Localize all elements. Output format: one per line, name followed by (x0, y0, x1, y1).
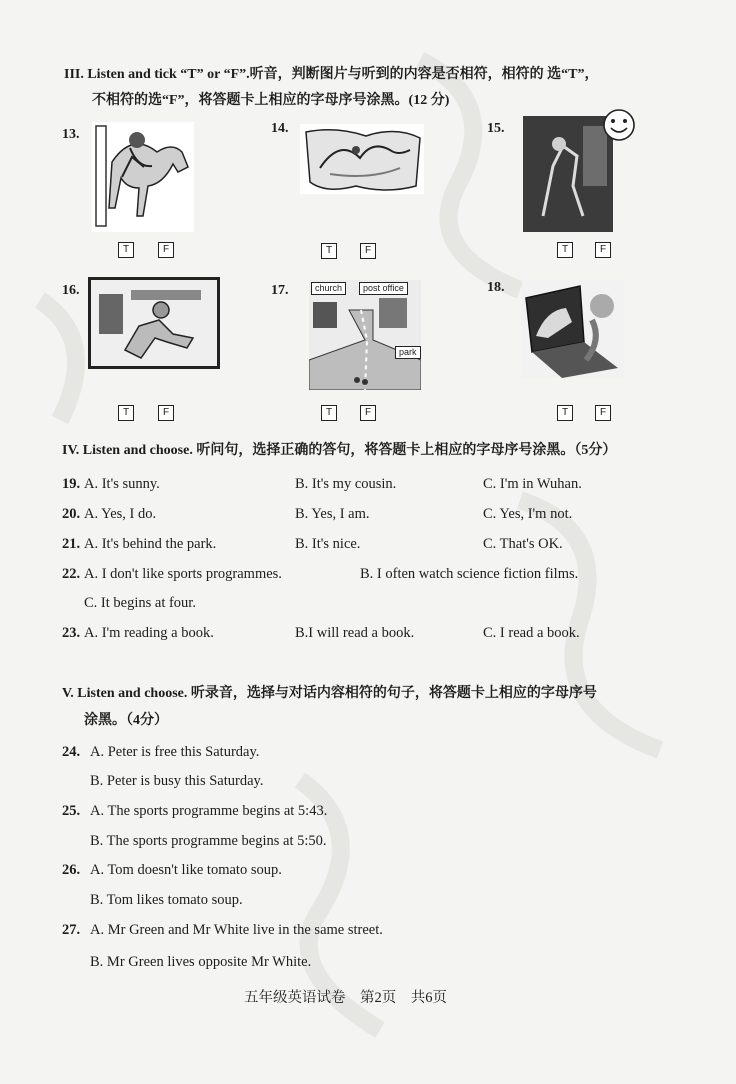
q22-option-b[interactable]: B. I often watch science fiction films. (360, 566, 579, 582)
q19-option-c[interactable]: C. I'm in Wuhan. (483, 476, 582, 492)
q24-option-b[interactable]: B. Peter is busy this Saturday. (90, 773, 264, 789)
section3-heading: III. Listen and tick “T” or “F”.听音，判断图片与听到的内容是否相符，相符的 选“T”， (64, 67, 599, 82)
q23-option-b[interactable]: B.I will read a book. (295, 625, 415, 641)
q20-number: 20. (62, 506, 81, 522)
item-15-number: 15. (487, 121, 505, 136)
section4-heading: IV. Listen and choose. 听问句，选择正确的答句，将答题卡上相应的字母序号涂黑。（5分） (62, 443, 617, 458)
q25-option-a[interactable]: A. The sports programme begins at 5:43. (90, 803, 328, 819)
smiley-face-icon (600, 108, 638, 142)
q26-option-b[interactable]: B. Tom likes tomato soup. (90, 892, 243, 908)
q21-option-c[interactable]: C. That's OK. (483, 536, 563, 552)
item-13-true-box[interactable]: T (118, 242, 134, 258)
section5-heading: V. Listen and choose. 听录音，选择与对话内容相符的句子，将答题卡上相应的字母序号 (62, 686, 597, 701)
item-14-true-box[interactable]: T (321, 243, 337, 259)
q23-number: 23. (62, 625, 81, 641)
q22-option-a[interactable]: A. I don't like sports programmes. (84, 566, 282, 582)
q20-option-a[interactable]: A. Yes, I do. (84, 506, 157, 522)
q19-option-a[interactable]: A. It's sunny. (84, 476, 160, 492)
section3-heading-line2: 不相符的选“F”，将答题卡上相应的字母序号涂黑。(12 分) (92, 93, 450, 108)
item-17-picture-street-map (309, 280, 421, 390)
q23-option-a[interactable]: A. I'm reading a book. (84, 625, 214, 641)
q19-option-b[interactable]: B. It's my cousin. (295, 476, 397, 492)
q22-number: 22. (62, 566, 81, 582)
q23-option-c[interactable]: C. I read a book. (483, 625, 580, 641)
church-label: church (311, 282, 346, 295)
item-17-false-box[interactable]: F (360, 405, 376, 421)
page-footer: 五年级英语试卷 第2页 共6页 (244, 990, 447, 1006)
item-13-picture-horse-rider (92, 122, 194, 232)
item-13-number: 13. (62, 127, 80, 142)
q24-option-a[interactable]: A. Peter is free this Saturday. (90, 744, 260, 760)
item-16-false-box[interactable]: F (158, 405, 174, 421)
section5-heading-line2: 涂黑。（4分） (84, 713, 168, 728)
item-14-number: 14. (271, 121, 289, 136)
q22-option-c[interactable]: C. It begins at four. (84, 595, 196, 611)
q26-option-a[interactable]: A. Tom doesn't like tomato soup. (90, 862, 282, 878)
item-15-true-box[interactable]: T (557, 242, 573, 258)
q26-number: 26. (62, 862, 81, 878)
item-16-picture-running-boy (88, 277, 220, 369)
q27-option-a[interactable]: A. Mr Green and Mr White live in the same street. (90, 922, 383, 938)
item-18-number: 18. (487, 280, 505, 295)
q27-number: 27. (62, 922, 81, 938)
q24-number: 24. (62, 744, 81, 760)
item-17-number: 17. (271, 283, 289, 298)
item-18-picture-laptop-shoes (522, 280, 624, 378)
item-16-true-box[interactable]: T (118, 405, 134, 421)
post-office-label: post office (359, 282, 408, 295)
item-16-number: 16. (62, 283, 80, 298)
item-14-false-box[interactable]: F (360, 243, 376, 259)
q27-option-b[interactable]: B. Mr Green lives opposite Mr White. (90, 954, 312, 970)
q19-number: 19. (62, 476, 81, 492)
q21-option-b[interactable]: B. It's nice. (295, 536, 361, 552)
q21-number: 21. (62, 536, 81, 552)
item-17-true-box[interactable]: T (321, 405, 337, 421)
q25-option-b[interactable]: B. The sports programme begins at 5:50. (90, 833, 327, 849)
q21-option-a[interactable]: A. It's behind the park. (84, 536, 217, 552)
item-13-false-box[interactable]: F (158, 242, 174, 258)
park-label: park (395, 346, 421, 359)
q25-number: 25. (62, 803, 81, 819)
item-18-false-box[interactable]: F (595, 405, 611, 421)
item-14-picture-dragon-cloud (300, 124, 424, 194)
q20-option-c[interactable]: C. Yes, I'm not. (483, 506, 573, 522)
item-15-false-box[interactable]: F (595, 242, 611, 258)
q20-option-b[interactable]: B. Yes, I am. (295, 506, 370, 522)
item-18-true-box[interactable]: T (557, 405, 573, 421)
